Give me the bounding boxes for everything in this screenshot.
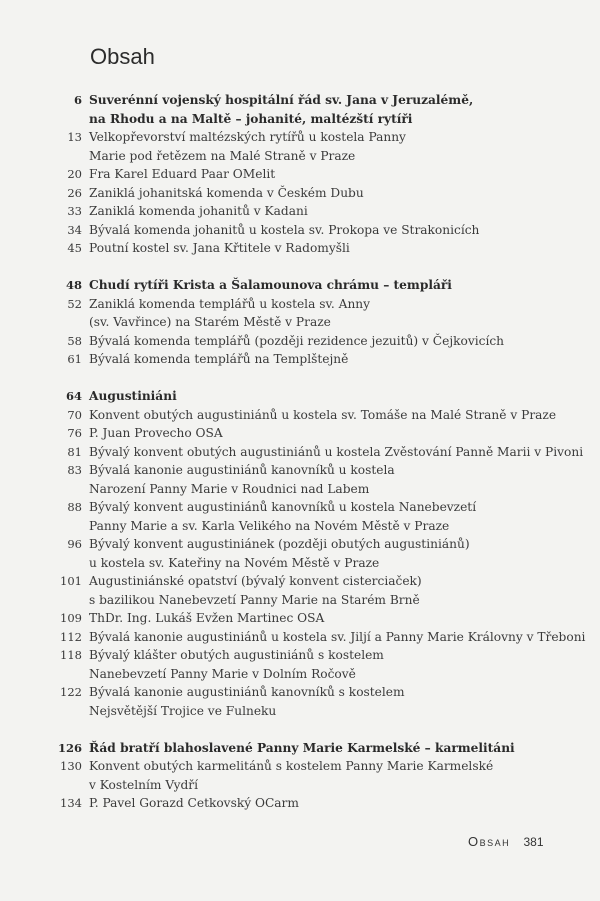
toc-entry-title: Poutní kostel sv. Jana Křtitele v Radomyšli xyxy=(89,241,350,255)
toc-page-number: 64 xyxy=(65,389,82,403)
toc-entry-title: Bývalá komenda templářů (později rezidence jezuitů) v Čejkovicích xyxy=(89,333,505,348)
toc-page-number: 34 xyxy=(67,222,82,237)
toc-entry-title: Velkopřevorství maltézských rytířů u kostela Panny Marie pod řetězem na Malé Straně v Praze xyxy=(89,130,406,163)
toc-page-number: 112 xyxy=(60,629,82,644)
toc-entry-title: Chudí rytíři Krista a Šalamounova chrámu – templáři xyxy=(89,278,452,292)
toc-page-number: 118 xyxy=(60,648,82,662)
toc-entry xyxy=(0,332,600,351)
toc-entry xyxy=(0,535,600,572)
toc-section xyxy=(0,739,600,813)
toc-page-number: 109 xyxy=(60,611,82,625)
toc-entry xyxy=(0,609,600,628)
toc-page-number: 52 xyxy=(67,296,82,311)
toc-page-number: 88 xyxy=(67,500,82,514)
toc-section xyxy=(0,276,600,369)
toc-chapter-heading xyxy=(0,91,600,128)
toc-entry-title: Zaniklá komenda johanitů v Kadani xyxy=(89,204,308,218)
toc-page-number: 126 xyxy=(57,740,82,755)
toc-entry-title: Suverénní vojenský hospitální řád sv. Jana v Jeruzalémě, na Rhodu a na Maltě – johanité, maltézští rytíři xyxy=(89,93,474,126)
footer-label: Obsah xyxy=(468,834,511,849)
toc-entry xyxy=(0,295,600,332)
toc-page-number: 20 xyxy=(67,167,82,181)
toc-page-number: 6 xyxy=(73,93,82,107)
toc-entry xyxy=(0,128,600,165)
toc-section xyxy=(0,91,600,258)
toc-entry-title: ThDr. Ing. Lukáš Evžen Martinec OSA xyxy=(89,611,325,625)
toc-entry-title: Bývalá kanonie augustiniánů kanovníků u kostela Narození Panny Marie v Roudnici nad Labem xyxy=(89,463,395,496)
toc-entry-title: Bývalý konvent augustiniánek (později obutých augustiniánů) u kostela sv. Kateřiny na Novém Městě v Praze xyxy=(89,537,470,570)
toc-page-number: 130 xyxy=(60,759,82,773)
toc-entry xyxy=(0,165,600,184)
toc-entry xyxy=(0,572,600,609)
toc-page-number: 33 xyxy=(67,204,82,218)
toc-entry xyxy=(0,628,600,647)
page-title: Obsah xyxy=(90,44,155,69)
toc-page-number: 101 xyxy=(60,574,82,588)
toc-entry xyxy=(0,350,600,369)
toc-entry-title: Augustiniánské opatství (bývalý konvent cisterciaček) s bazilikou Nanebevzetí Panny Marie na Starém Brně xyxy=(89,574,422,607)
toc-entry xyxy=(0,239,600,258)
toc-page-number: 26 xyxy=(67,185,82,200)
toc-page-number: 48 xyxy=(65,278,82,292)
toc-entry xyxy=(0,498,600,535)
toc-page-number: 96 xyxy=(67,537,82,551)
toc-entry-title: Bývalý klášter obutých augustiniánů s kostelem Nanebevzetí Panny Marie v Dolním Ročově xyxy=(89,648,384,681)
toc-entry-title: Bývalá kanonie augustiniánů u kostela sv. Jiljí a Panny Marie Královny v Třeboni xyxy=(89,629,586,644)
toc-entry xyxy=(0,424,600,443)
toc-entry xyxy=(0,461,600,498)
toc-section xyxy=(0,387,600,720)
toc-entry-title: Fra Karel Eduard Paar OMelit xyxy=(89,167,276,181)
toc-page-number: 13 xyxy=(67,130,82,144)
toc-entry xyxy=(0,794,600,813)
toc-page-number: 58 xyxy=(67,333,82,348)
toc-entry-title: P. Pavel Gorazd Cetkovský OCarm xyxy=(89,796,299,810)
toc-entry xyxy=(0,406,600,425)
toc-entry-title: P. Juan Provecho OSA xyxy=(89,426,223,440)
toc-entry-title: Bývalý konvent augustiniánů kanovníků u kostela Nanebevzetí Panny Marie a sv. Karla Velikého na Novém Městě v Praze xyxy=(89,500,477,533)
toc-entry-title: Zaniklá komenda templářů u kostela sv. Anny (sv. Vavřince) na Starém Městě v Praze xyxy=(89,296,371,329)
toc-page-number: 122 xyxy=(60,685,82,699)
toc-page-number: 76 xyxy=(67,426,82,440)
toc-entry xyxy=(0,757,600,794)
toc-entry-title: Konvent obutých augustiniánů u kostela sv. Tomáše na Malé Straně v Praze xyxy=(89,407,557,422)
toc-page-number: 61 xyxy=(67,352,82,366)
toc-entry xyxy=(0,683,600,720)
toc-entry-title: Bývalá komenda templářů na Templštejně xyxy=(89,352,349,366)
toc-entry-title: Bývalý konvent obutých augustiniánů u kostela Zvěstování Panně Marii v Pivoni xyxy=(89,444,584,459)
toc-page-number: 83 xyxy=(67,463,82,477)
toc-chapter-heading xyxy=(0,387,600,406)
toc-entry xyxy=(0,202,600,221)
toc-entry-title: Řád bratří blahoslavené Panny Marie Karmelské – karmelitáni xyxy=(89,740,515,755)
toc-entry-title: Augustiniáni xyxy=(89,389,177,403)
toc-entry xyxy=(0,443,600,462)
table-of-contents xyxy=(0,91,600,831)
toc-entry-title: Bývalá komenda johanitů u kostela sv. Prokopa ve Strakonicích xyxy=(89,222,480,237)
toc-page-number: 134 xyxy=(60,796,82,810)
toc-entry xyxy=(0,184,600,203)
toc-page-number: 81 xyxy=(67,444,82,459)
page-number: 381 xyxy=(523,835,544,849)
toc-page-number: 45 xyxy=(67,241,82,255)
page-footer xyxy=(468,834,544,849)
toc-entry-title: Konvent obutých karmelitánů s kostelem Panny Marie Karmelské v Kostelním Vydří xyxy=(89,759,494,792)
toc-entry xyxy=(0,646,600,683)
toc-entry-title: Bývalá kanonie augustiniánů kanovníků s kostelem Nejsvětější Trojice ve Fulneku xyxy=(89,685,405,718)
toc-chapter-heading xyxy=(0,739,600,758)
toc-entry xyxy=(0,221,600,240)
toc-entry-title: Zaniklá johanitská komenda v Českém Dubu xyxy=(89,185,364,200)
toc-page-number: 70 xyxy=(67,407,82,422)
toc-chapter-heading xyxy=(0,276,600,295)
